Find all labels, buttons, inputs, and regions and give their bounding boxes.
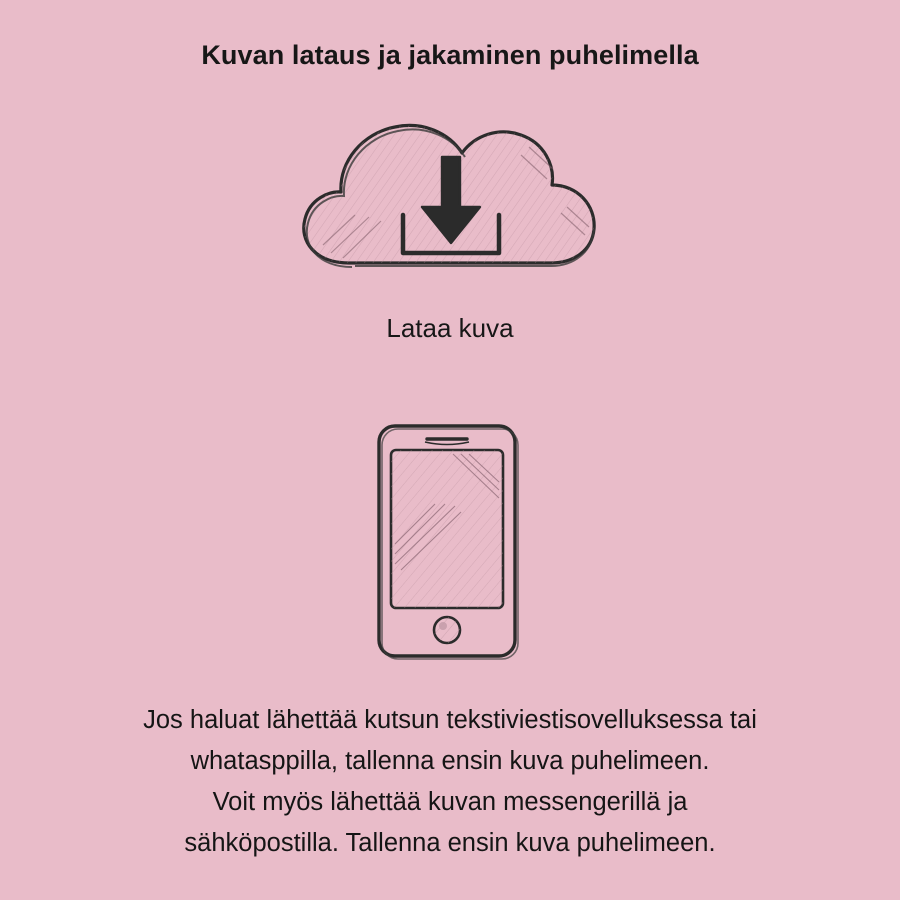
cloud-download-graphic xyxy=(0,95,900,300)
body-text xyxy=(0,700,900,864)
download-caption: Lataa kuva xyxy=(386,313,514,343)
body-line: sähköpostilla. Tallenna ensin kuva puhelimeen. xyxy=(184,829,716,857)
body-line: Jos haluat lähettää kutsun tekstiviestisovelluksessa tai xyxy=(143,706,757,734)
smartphone-icon xyxy=(365,418,535,668)
page-title: Kuvan lataus ja jakaminen puhelimella xyxy=(201,40,699,70)
body-line: whatasppilla, tallenna ensin kuva puhelimeen. xyxy=(190,747,710,775)
body-line: Voit myös lähettää kuvan messengerillä ja xyxy=(212,788,688,816)
phone-graphic xyxy=(0,418,900,673)
cloud-download-icon xyxy=(285,95,615,295)
